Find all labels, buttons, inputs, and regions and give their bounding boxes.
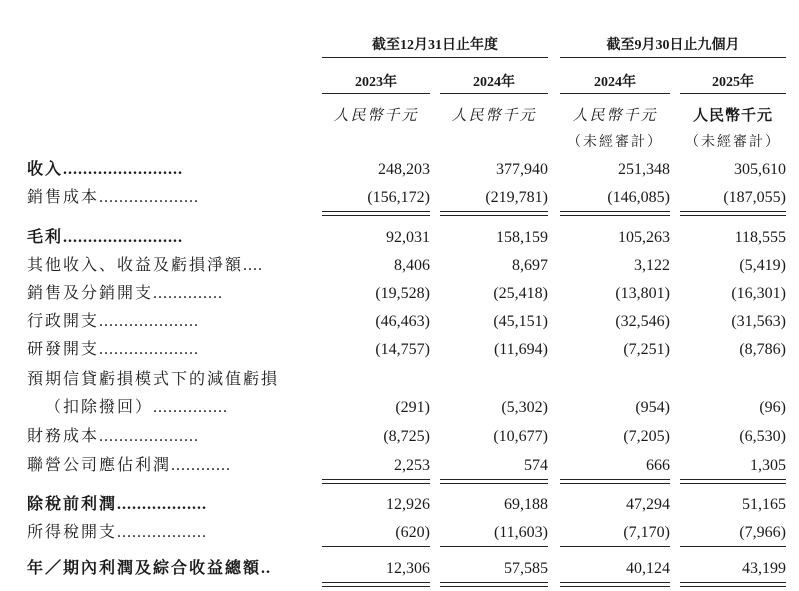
header-unaudited-note: （未經審計） (567, 135, 663, 150)
row-label (45, 395, 309, 421)
header-year-2024: 2024年 (473, 75, 515, 90)
row-value: 51,165 (742, 496, 786, 513)
leader-dots: ............ (171, 457, 232, 474)
row-value: (11,694) (493, 341, 548, 358)
table-row (0, 520, 799, 546)
row-label-text: 聯營公司應佔利潤 (27, 457, 172, 474)
row-value: 377,940 (496, 161, 548, 178)
row-value: (7,966) (739, 524, 786, 541)
leader-dots: .................. (117, 496, 208, 513)
header-year-underline (680, 93, 786, 94)
table-row (0, 225, 799, 251)
row-value: (187,055) (723, 189, 786, 206)
row-value: 305,610 (734, 161, 786, 178)
leader-dots: .................... (99, 428, 200, 445)
header-group-underline (322, 57, 548, 58)
row-label-text: 年／期內利潤及綜合收益總額 (27, 560, 262, 577)
header-unit: 人民幣千元 (572, 108, 658, 124)
row-label (27, 185, 309, 211)
row-value: 666 (646, 457, 670, 474)
leader-dots: .................... (99, 189, 200, 206)
header-unit: 人民幣千元 (333, 108, 419, 124)
row-value: 118,555 (734, 229, 786, 246)
row-value: (8,786) (739, 341, 786, 358)
row-value: (16,301) (731, 285, 786, 302)
row-value: (5,419) (739, 257, 786, 274)
header-group-underline (560, 57, 786, 58)
double-underline (680, 211, 786, 216)
row-label-text: 行政開支 (27, 313, 100, 330)
row-value: (96) (759, 399, 786, 416)
row-value: (46,463) (375, 313, 430, 330)
row-label (27, 367, 309, 393)
row-value: (8,725) (383, 428, 430, 445)
single-underline (680, 546, 786, 547)
row-value: 158,159 (496, 229, 548, 246)
row-value: 8,406 (394, 257, 430, 274)
row-value: (13,801) (615, 285, 670, 302)
row-value: (14,757) (375, 341, 430, 358)
double-underline (560, 211, 670, 216)
row-value: (291) (395, 399, 430, 416)
leader-dots: .. (261, 560, 272, 577)
leader-dots: .............. (153, 285, 224, 302)
row-value: (5,302) (501, 399, 548, 416)
row-value: 92,031 (386, 229, 430, 246)
table-row (0, 395, 799, 421)
row-label (27, 492, 309, 518)
header-year-2024-interim: 2024年 (594, 75, 636, 90)
row-label-text: 毛利 (27, 229, 64, 246)
header-year-underline (322, 93, 430, 94)
row-label-text: 銷售及分銷開支 (27, 285, 154, 302)
header-year-2023: 2023年 (355, 75, 397, 90)
table-row (0, 453, 799, 479)
double-underline (322, 211, 430, 216)
row-value: 12,306 (386, 560, 430, 577)
header-unit: 人民幣千元 (451, 108, 537, 124)
row-value: 574 (524, 457, 548, 474)
row-value: (156,172) (367, 189, 430, 206)
row-value: (45,151) (493, 313, 548, 330)
row-label-text: 財務成本 (27, 428, 100, 445)
row-label-text: 其他收入、收益及虧損淨額 (27, 257, 244, 274)
row-value: 251,348 (618, 161, 670, 178)
header-unaudited-note: （未經審計） (685, 135, 781, 150)
row-label (27, 157, 309, 183)
row-label-text: 研發開支 (27, 341, 100, 358)
double-underline (440, 211, 548, 216)
table-row (0, 424, 799, 450)
double-underline (440, 582, 548, 587)
row-label-text: 預期信貸虧損模式下的減值虧損 (27, 371, 280, 388)
row-value: (219,781) (485, 189, 548, 206)
table-row (0, 309, 799, 335)
single-underline (440, 546, 548, 547)
table-row (0, 337, 799, 363)
header-unit: 人民幣千元 (692, 108, 773, 124)
row-value: 8,697 (512, 257, 548, 274)
row-value: (19,528) (375, 285, 430, 302)
row-label-text: 銷售成本 (27, 189, 100, 206)
leader-dots: .................... (99, 313, 200, 330)
row-label (27, 424, 309, 450)
header-year-group: 截至12月31日止年度 (372, 38, 498, 53)
double-underline (560, 582, 670, 587)
table-row (0, 253, 799, 279)
row-label (27, 253, 309, 279)
row-value: 2,253 (394, 457, 430, 474)
row-value: 1,305 (750, 457, 786, 474)
double-underline (440, 479, 548, 484)
header-year-2025-interim: 2025年 (712, 75, 754, 90)
row-value: (6,530) (739, 428, 786, 445)
row-value: (11,603) (493, 524, 548, 541)
leader-dots: .................... (99, 341, 200, 358)
row-label-text: 除稅前利潤 (27, 496, 118, 513)
row-value: (25,418) (493, 285, 548, 302)
row-label-text: 收入 (27, 161, 64, 178)
leader-dots: ........................ (63, 161, 184, 178)
leader-dots: .................. (117, 524, 208, 541)
row-value: (146,085) (607, 189, 670, 206)
row-value: (620) (395, 524, 430, 541)
row-value: 69,188 (504, 496, 548, 513)
single-underline (322, 546, 430, 547)
leader-dots: ........................ (63, 229, 184, 246)
row-value: 40,124 (626, 560, 670, 577)
table-row (0, 281, 799, 307)
row-value: (10,677) (493, 428, 548, 445)
row-label (27, 309, 309, 335)
header-year-underline (440, 93, 548, 94)
row-value: 47,294 (626, 496, 670, 513)
row-value: (32,546) (615, 313, 670, 330)
table-row (0, 492, 799, 518)
header-nine-months-group: 截至9月30日止九個月 (606, 38, 740, 53)
row-value: (954) (635, 399, 670, 416)
double-underline (322, 582, 430, 587)
table-row (0, 556, 799, 582)
row-label (27, 225, 309, 251)
leader-dots: ............... (153, 399, 229, 416)
row-value: 12,926 (386, 496, 430, 513)
row-label (27, 281, 309, 307)
double-underline (680, 479, 786, 484)
header-year-underline (560, 93, 670, 94)
row-label-text: （扣除撥回） (45, 399, 154, 416)
table-row (0, 157, 799, 183)
row-value: (7,170) (623, 524, 670, 541)
row-value: (7,251) (623, 341, 670, 358)
row-label (27, 453, 309, 479)
double-underline (560, 479, 670, 484)
table-row (0, 185, 799, 211)
single-underline (560, 546, 670, 547)
row-label (27, 556, 309, 582)
row-value: (31,563) (731, 313, 786, 330)
row-label (27, 520, 309, 546)
leader-dots: .... (243, 257, 264, 274)
row-value: (7,205) (623, 428, 670, 445)
row-value: 3,122 (634, 257, 670, 274)
double-underline (680, 582, 786, 587)
row-label (27, 337, 309, 363)
row-label-text: 所得稅開支 (27, 524, 118, 541)
table-row (0, 367, 799, 393)
double-underline (322, 479, 430, 484)
row-value: 105,263 (618, 229, 670, 246)
row-value: 57,585 (504, 560, 548, 577)
row-value: 248,203 (378, 161, 430, 178)
row-value: 43,199 (742, 560, 786, 577)
